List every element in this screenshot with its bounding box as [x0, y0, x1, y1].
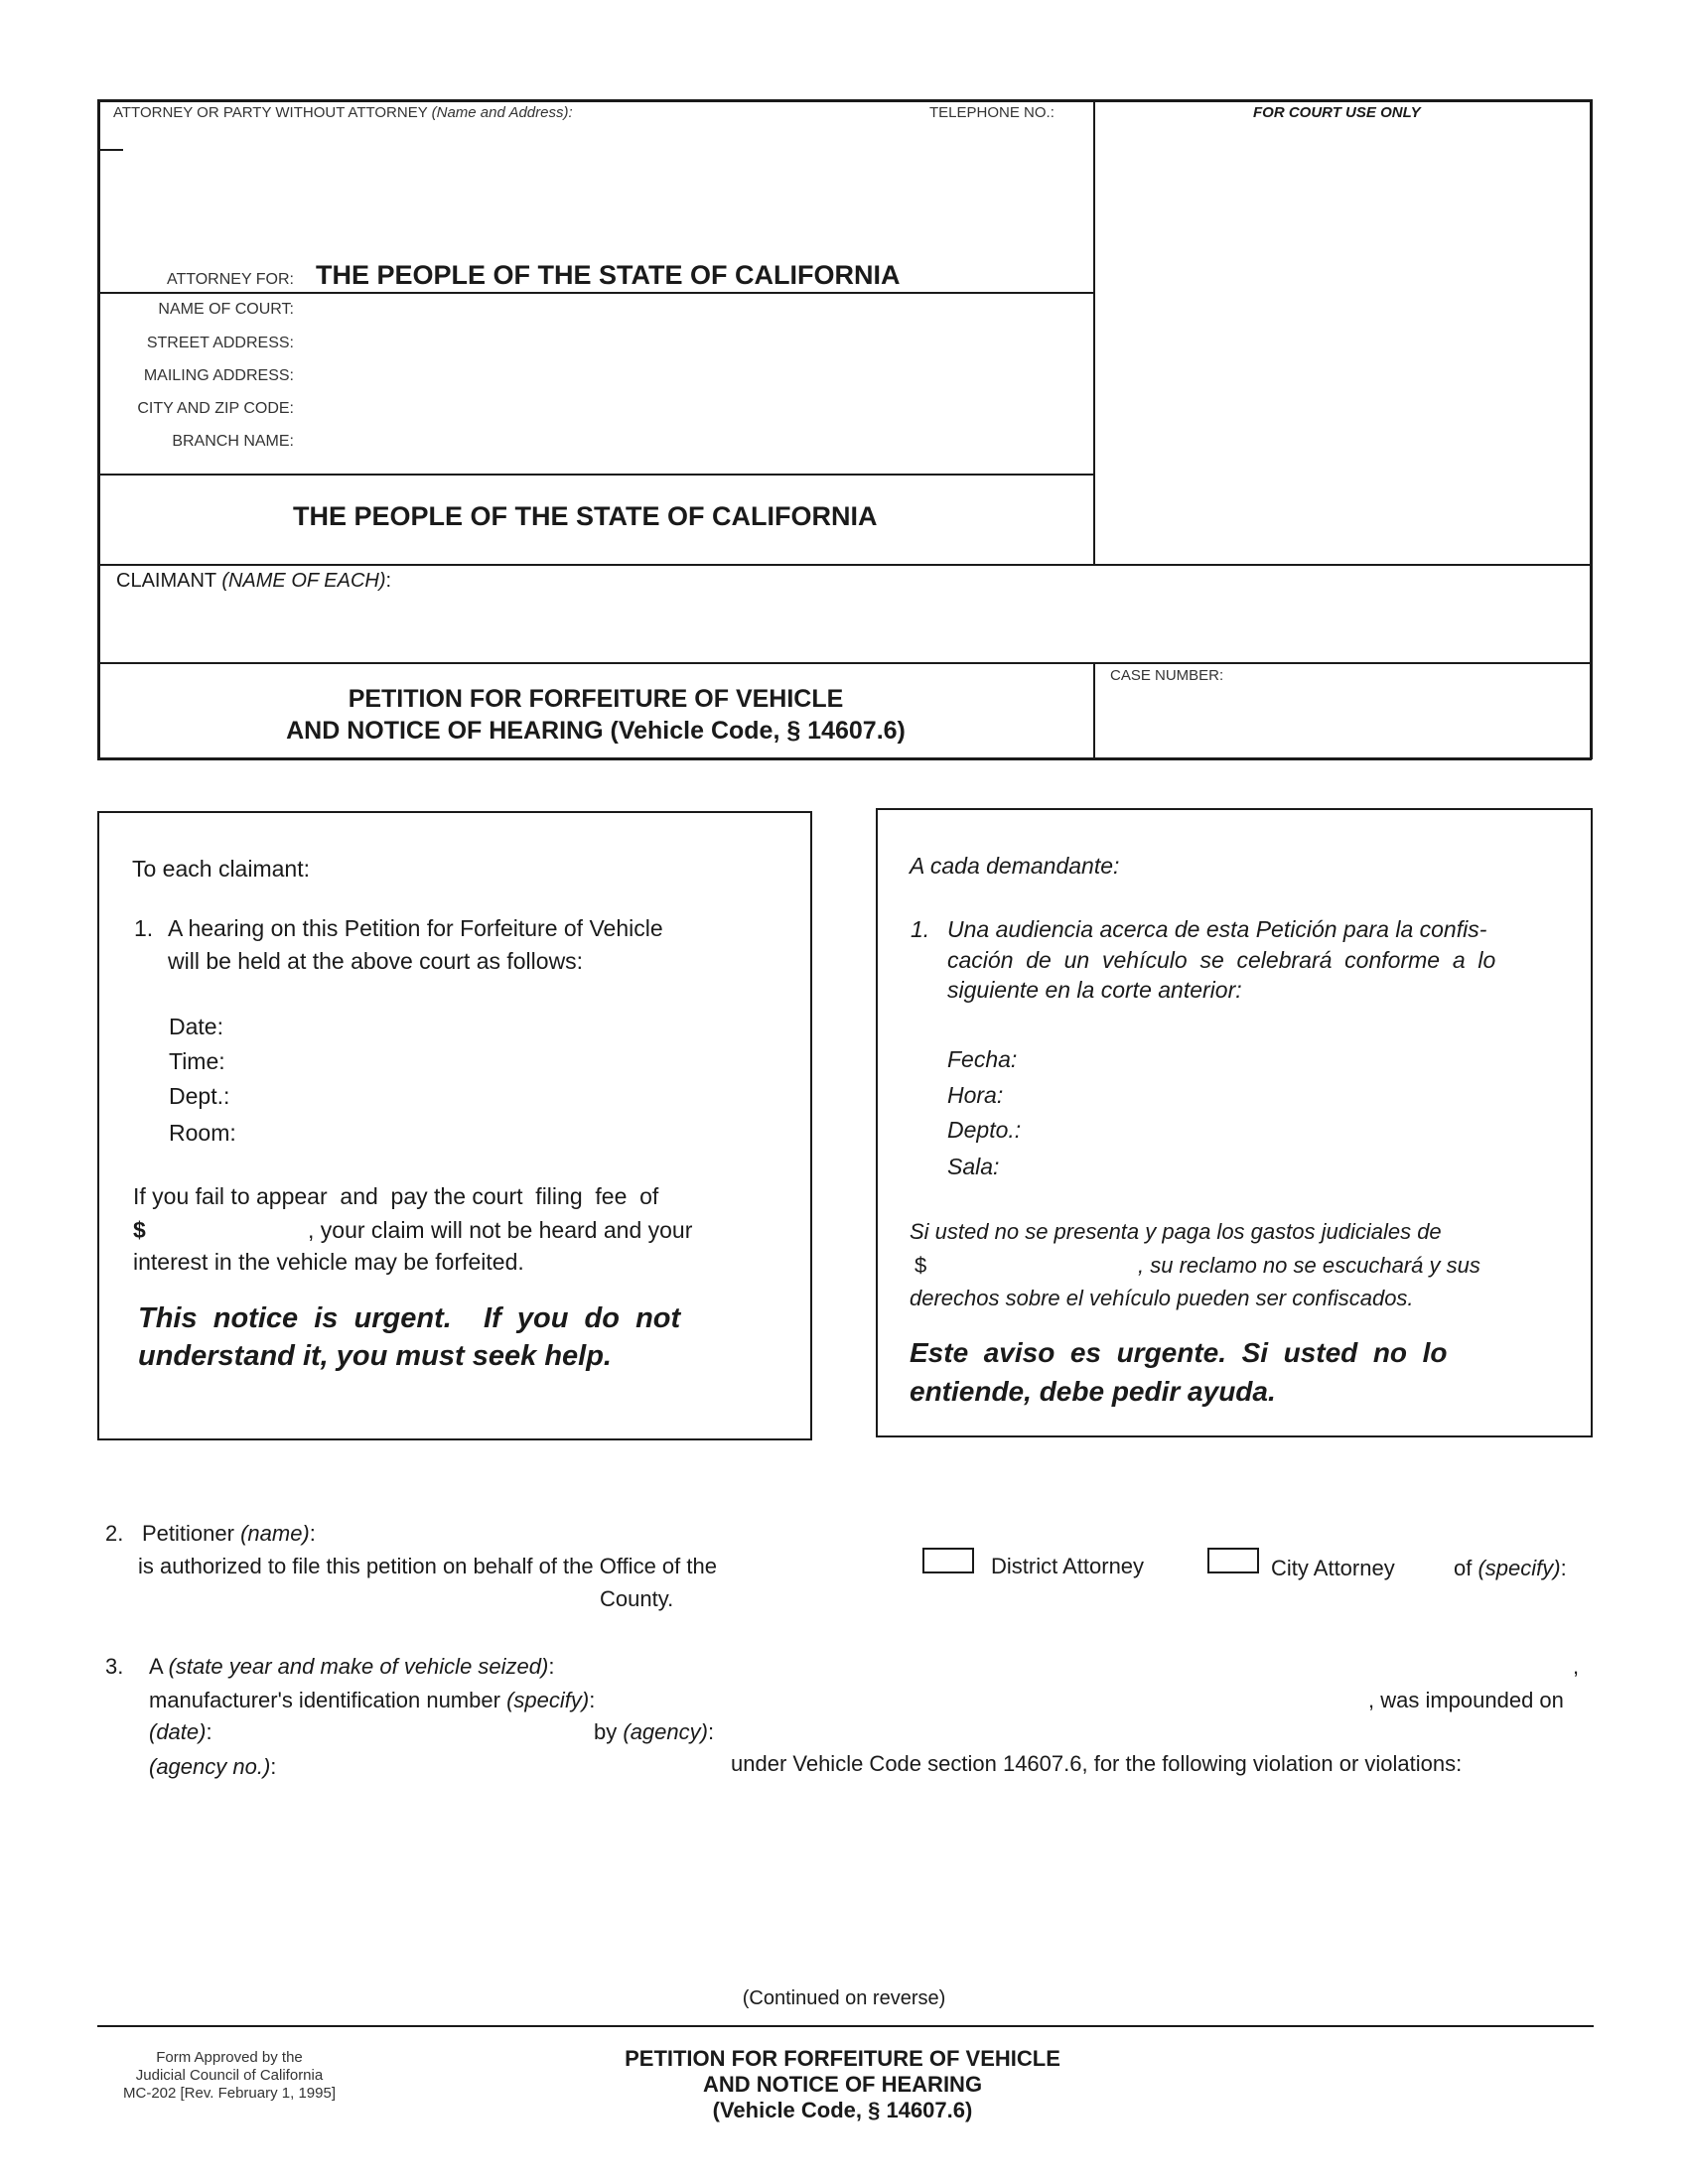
- mailing-address-label: MAILING ADDRESS:: [143, 367, 294, 384]
- footer-title-line1: PETITION FOR FORFEITURE OF VEHICLE: [625, 2046, 1060, 2071]
- claimant-colon: :: [385, 570, 392, 592]
- notice-spanish-box: [876, 808, 1593, 1437]
- notice-es-item1-line2: cación de un vehículo se celebrará conforme a lo: [947, 947, 1496, 973]
- item3-by-text: by: [594, 1719, 618, 1744]
- notice-en-fee-line2: , your claim will not be heard and your: [308, 1217, 693, 1243]
- item3-vin-italic: (specify): [506, 1688, 590, 1712]
- notice-es-item1-num: 1.: [911, 916, 930, 942]
- footer-title-line3: (Vehicle Code, § 14607.6): [712, 2098, 973, 2122]
- item2-petitioner-colon: :: [309, 1521, 316, 1546]
- item3-vehicle-label: [149, 1654, 554, 1680]
- footer-title-block: [0, 2046, 1688, 2123]
- notice-es-item1-line3: siguiente en la corte anterior:: [947, 977, 1242, 1003]
- telephone-label: TELEPHONE NO.:: [929, 104, 1055, 121]
- notice-en-item1-num: 1.: [134, 915, 154, 941]
- item3-agency-colon: :: [707, 1719, 715, 1744]
- item2-of-text: of: [1454, 1556, 1473, 1580]
- item2-county-text: County.: [600, 1586, 674, 1611]
- item2-specify-colon: :: [1560, 1556, 1567, 1580]
- item2-petitioner-italic: (name): [240, 1521, 310, 1546]
- notice-en-room-label: Room:: [169, 1120, 236, 1146]
- item3-agency-label: [594, 1719, 714, 1745]
- claimant-label-text: CLAIMANT: [116, 570, 216, 592]
- form-title-line2: AND NOTICE OF HEARING (Vehicle Code, § 14607.6): [286, 717, 906, 745]
- notice-es-item1-line1: Una audiencia acerca de esta Petición para la confis-: [947, 916, 1487, 942]
- item3-vin-label: [149, 1688, 595, 1713]
- footer-rule: [97, 2025, 1594, 2027]
- street-address-label: STREET ADDRESS:: [146, 335, 294, 351]
- plaintiff-name: THE PEOPLE OF THE STATE OF CALIFORNIA: [293, 501, 878, 531]
- notice-en-dollar: $: [133, 1217, 146, 1243]
- form-title-line1: PETITION FOR FORFEITURE OF VEHICLE: [348, 685, 844, 713]
- notice-es-greeting: A cada demandante:: [910, 853, 1120, 879]
- case-number-label: CASE NUMBER:: [1110, 667, 1224, 684]
- notice-en-urgent-line2: understand it, you must seek help.: [138, 1340, 612, 1372]
- notice-es-urgent-line1: Este aviso es urgente. Si usted no lo: [910, 1337, 1448, 1368]
- notice-es-depto-label: Depto.:: [947, 1117, 1022, 1143]
- notice-en-item1-line2: will be held at the above court as follows:: [168, 948, 584, 974]
- item3-date-italic: (date): [149, 1719, 207, 1744]
- item2-petitioner-text: Petitioner: [142, 1521, 234, 1546]
- notice-en-greeting: To each claimant:: [132, 856, 310, 882]
- item3-vin-colon: :: [589, 1688, 596, 1712]
- attorney-label-italic: (Name and Address):: [431, 104, 573, 121]
- item3-date-colon: :: [206, 1719, 212, 1744]
- attorney-for-label: ATTORNEY FOR:: [166, 271, 294, 288]
- notice-en-dept-label: Dept.:: [169, 1083, 230, 1109]
- item3-comma: ,: [1573, 1654, 1580, 1679]
- court-use-label: FOR COURT USE ONLY: [1253, 104, 1421, 121]
- item3-under-text: under Vehicle Code section 14607.6, for the following violation or violations:: [731, 1751, 1463, 1776]
- item3-vin-text: manufacturer's identification number: [149, 1688, 500, 1712]
- branch-name-label: BRANCH NAME:: [172, 433, 294, 450]
- item2-number: 2.: [105, 1521, 124, 1546]
- notice-es-fee-line1: Si usted no se presenta y paga los gastos judiciales de: [910, 1219, 1442, 1244]
- district-attorney-label: District Attorney: [991, 1554, 1145, 1578]
- city-attorney-label: City Attorney: [1271, 1556, 1395, 1580]
- notice-es-fecha-label: Fecha:: [947, 1046, 1018, 1072]
- item2-authorized-text: is authorized to file this petition on behalf of the Office of the: [138, 1554, 717, 1578]
- notice-es-dollar: $: [914, 1253, 927, 1278]
- notice-en-fee-line1: If you fail to appear and pay the court filing fee of: [133, 1183, 659, 1209]
- item3-state-year-italic: (state year and make of vehicle seized): [168, 1654, 549, 1679]
- item2-of-specify: [1454, 1556, 1567, 1581]
- item3-agency-italic: (agency): [623, 1719, 708, 1744]
- footer-title-line2: AND NOTICE OF HEARING: [702, 2072, 983, 2097]
- item3-agency-no-italic: (agency no.): [149, 1754, 271, 1779]
- claimant-label: [116, 570, 391, 593]
- notice-english-box: [97, 811, 812, 1440]
- item3-agency-no-colon: :: [270, 1754, 277, 1779]
- notice-es-urgent-line2: entiende, debe pedir ayuda.: [910, 1376, 1276, 1407]
- item3-date-label: [149, 1719, 212, 1745]
- notice-en-time-label: Time:: [169, 1048, 225, 1074]
- attorney-for-value: THE PEOPLE OF THE STATE OF CALIFORNIA: [316, 260, 901, 290]
- item3-a-text: A: [149, 1654, 163, 1679]
- item2-specify-italic: (specify): [1477, 1556, 1561, 1580]
- notice-en-date-label: Date:: [169, 1014, 223, 1039]
- attorney-label: [113, 104, 573, 121]
- claimant-label-italic: (NAME OF EACH): [221, 570, 386, 592]
- item3-vehicle-colon: :: [548, 1654, 555, 1679]
- form-number: MC-202 [Rev. February 1, 1995]: [123, 2085, 336, 2102]
- district-attorney-checkbox[interactable]: [922, 1548, 974, 1573]
- city-zip-label: CITY AND ZIP CODE:: [137, 400, 294, 417]
- item3-impounded-text: , was impounded on: [1368, 1688, 1564, 1712]
- court-name-label: NAME OF COURT:: [158, 301, 294, 318]
- notice-es-fee-line3: derechos sobre el vehículo pueden ser confiscados.: [910, 1286, 1414, 1310]
- notice-en-item1-line1: A hearing on this Petition for Forfeiture of Vehicle: [168, 915, 663, 941]
- continued-note: (Continued on reverse): [742, 1987, 946, 2009]
- notice-es-hora-label: Hora:: [947, 1082, 1004, 1108]
- attorney-label-text: ATTORNEY OR PARTY WITHOUT ATTORNEY: [113, 104, 428, 121]
- notice-en-fee-line3: interest in the vehicle may be forfeited.: [133, 1249, 524, 1275]
- item3-agency-no-label: [149, 1754, 276, 1780]
- form-approved-line2: Judicial Council of California: [135, 2067, 324, 2084]
- item3-number: 3.: [105, 1654, 124, 1679]
- form-approved-line1: Form Approved by the: [156, 2049, 303, 2066]
- item2-petitioner-label: [142, 1521, 316, 1547]
- city-attorney-checkbox[interactable]: [1207, 1548, 1259, 1573]
- notice-es-sala-label: Sala:: [947, 1154, 1000, 1179]
- notice-es-fee-line2: , su reclamo no se escuchará y sus: [1138, 1253, 1480, 1278]
- notice-en-urgent-line1: This notice is urgent. If you do not: [138, 1302, 681, 1334]
